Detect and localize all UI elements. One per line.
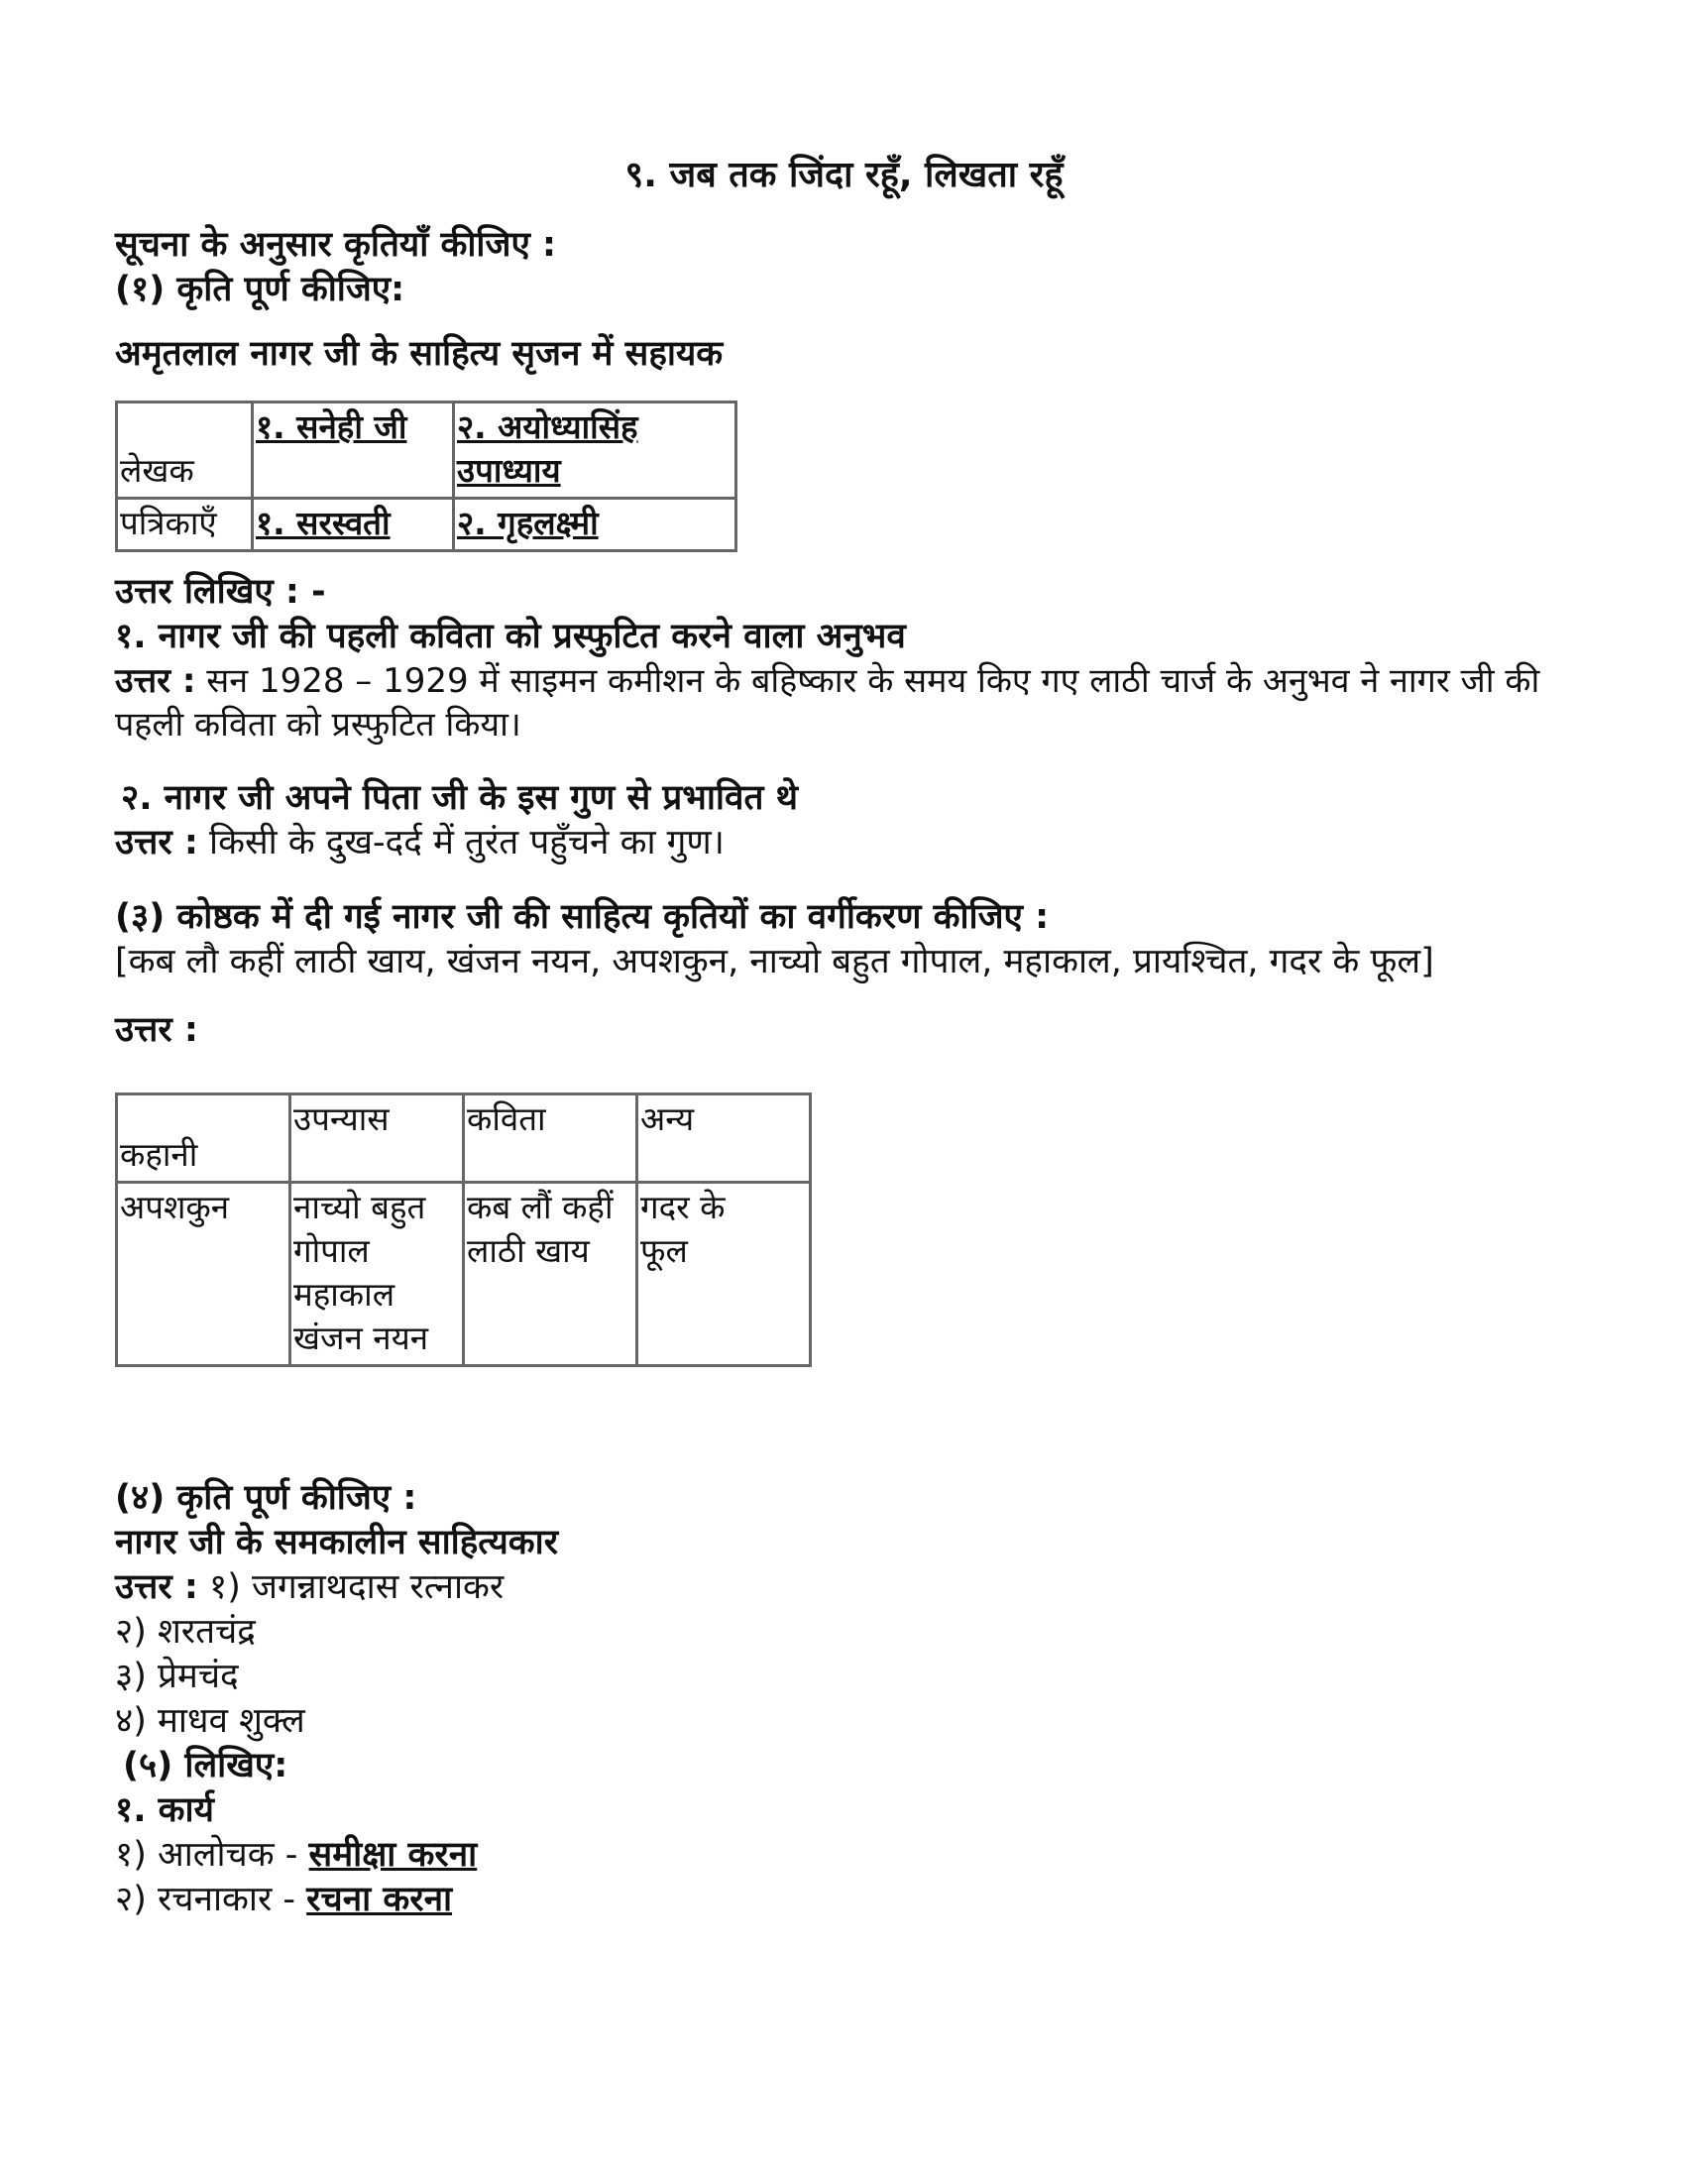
page-title: ९. जब तक जिंदा रहूँ, लिखता रहूँ bbox=[624, 155, 1064, 195]
q1-label: (१) कृति पूर्ण कीजिए: bbox=[115, 270, 405, 309]
table-cell: लेखक bbox=[117, 402, 253, 499]
item-prefix: १) आलोचक - bbox=[115, 1835, 298, 1875]
table-cell: कहानी bbox=[117, 1094, 290, 1183]
table-row bbox=[117, 1183, 811, 1366]
q2-sub2-question: २. नागर जी अपने पिता जी के इस गुण से प्रभावित थे bbox=[121, 778, 798, 818]
q5-item bbox=[115, 1878, 1582, 1922]
table-cell: १. सरस्वती bbox=[253, 499, 454, 551]
cell-line: नाच्यो बहुत bbox=[293, 1188, 426, 1226]
cell-line: गोपाल bbox=[293, 1231, 370, 1270]
answer-text: सन 1928 – 1929 में साइमन कमीशन के बहिष्कार के समय किए गए लाठी चार्ज के अनुभव ने नागर जी की पहली कविता को प्रस्फुटित किया। bbox=[115, 661, 1540, 745]
table-cell: पत्रिकाएँ bbox=[117, 499, 253, 551]
answer-label: उत्तर : bbox=[115, 1567, 198, 1607]
table-row bbox=[117, 1094, 811, 1183]
table-cell bbox=[464, 1183, 637, 1366]
q1-table bbox=[115, 401, 737, 552]
q4-heading: नागर जी के समकालीन साहित्यकार bbox=[115, 1523, 559, 1562]
table-cell: अन्य bbox=[637, 1094, 811, 1183]
answer-label: उत्तर : bbox=[115, 661, 196, 701]
q3-list: [कब लौ कहीं लाठी खाय, खंजन नयन, अपशकुन, नाच्यो बहुत गोपाल, महाकाल, प्रायश्चित, गदर के फूल] bbox=[115, 942, 1434, 981]
q1-heading: अमृतलाल नागर जी के साहित्य सृजन में सहायक bbox=[115, 334, 724, 374]
cell-line: महाकाल bbox=[293, 1275, 395, 1314]
q2-sub2-answer bbox=[115, 821, 1582, 865]
list-item: ४) माधव शुक्ल bbox=[115, 1701, 305, 1741]
q3-label: (३) कोष्ठक में दी गई नागर जी की साहित्य कृतियों का वर्गीकरण कीजिए : bbox=[115, 897, 1050, 937]
cell-line: खंजन नयन bbox=[293, 1319, 429, 1357]
table-cell bbox=[290, 1183, 464, 1366]
q4-item bbox=[115, 1565, 1582, 1610]
q5-label: (५) लिखिए: bbox=[123, 1746, 288, 1785]
q4-label: (४) कृति पूर्ण कीजिए : bbox=[115, 1478, 417, 1518]
item-answer: समीक्षा करना bbox=[308, 1835, 478, 1875]
table-cell bbox=[637, 1183, 811, 1366]
q2-sub1-question: १. नागर जी की पहली कविता को प्रस्फुटित करने वाला अनुभव bbox=[115, 617, 906, 656]
q3-answer-label: उत्तर : bbox=[115, 1010, 198, 1050]
cell-line: गदर के bbox=[640, 1188, 726, 1226]
list-item: २) शरतचंद्र bbox=[115, 1612, 256, 1652]
document-body bbox=[115, 223, 1582, 1922]
list-item: ३) प्रेमचंद bbox=[115, 1657, 239, 1696]
q3-table bbox=[115, 1092, 812, 1367]
table-cell: कविता bbox=[464, 1094, 637, 1183]
q5-item bbox=[115, 1833, 1582, 1878]
cell-line: कब लौं कहीं bbox=[467, 1188, 614, 1226]
table-cell: १. सनेही जी bbox=[253, 402, 454, 499]
table-cell: उपन्यास bbox=[290, 1094, 464, 1183]
q2-label: उत्तर लिखिए : - bbox=[115, 572, 326, 612]
answer-label: उत्तर : bbox=[115, 823, 198, 862]
answer-text: किसी के दुख-दर्द में तुरंत पहुँचने का गुण। bbox=[209, 823, 725, 862]
cell-line: फूल bbox=[640, 1231, 688, 1270]
table-row bbox=[117, 499, 736, 551]
table-cell: २. अयोध्यासिंह उपाध्याय bbox=[454, 402, 736, 499]
instruction: सूचना के अनुसार कृतियाँ कीजिए : bbox=[115, 225, 556, 265]
cell-line: लाठी खाय bbox=[467, 1231, 590, 1270]
item-prefix: २) रचनाकार - bbox=[115, 1880, 296, 1919]
item-answer: रचना करना bbox=[306, 1880, 453, 1919]
table-row bbox=[117, 402, 736, 499]
list-item: १) जगन्नाथदास रत्नाकर bbox=[209, 1567, 505, 1607]
table-cell: अपशकुन bbox=[117, 1183, 290, 1366]
table-cell: २. गृहलक्ष्मी bbox=[454, 499, 736, 551]
q2-sub1-answer bbox=[115, 659, 1562, 747]
q5-heading: १. कार्य bbox=[115, 1790, 214, 1830]
